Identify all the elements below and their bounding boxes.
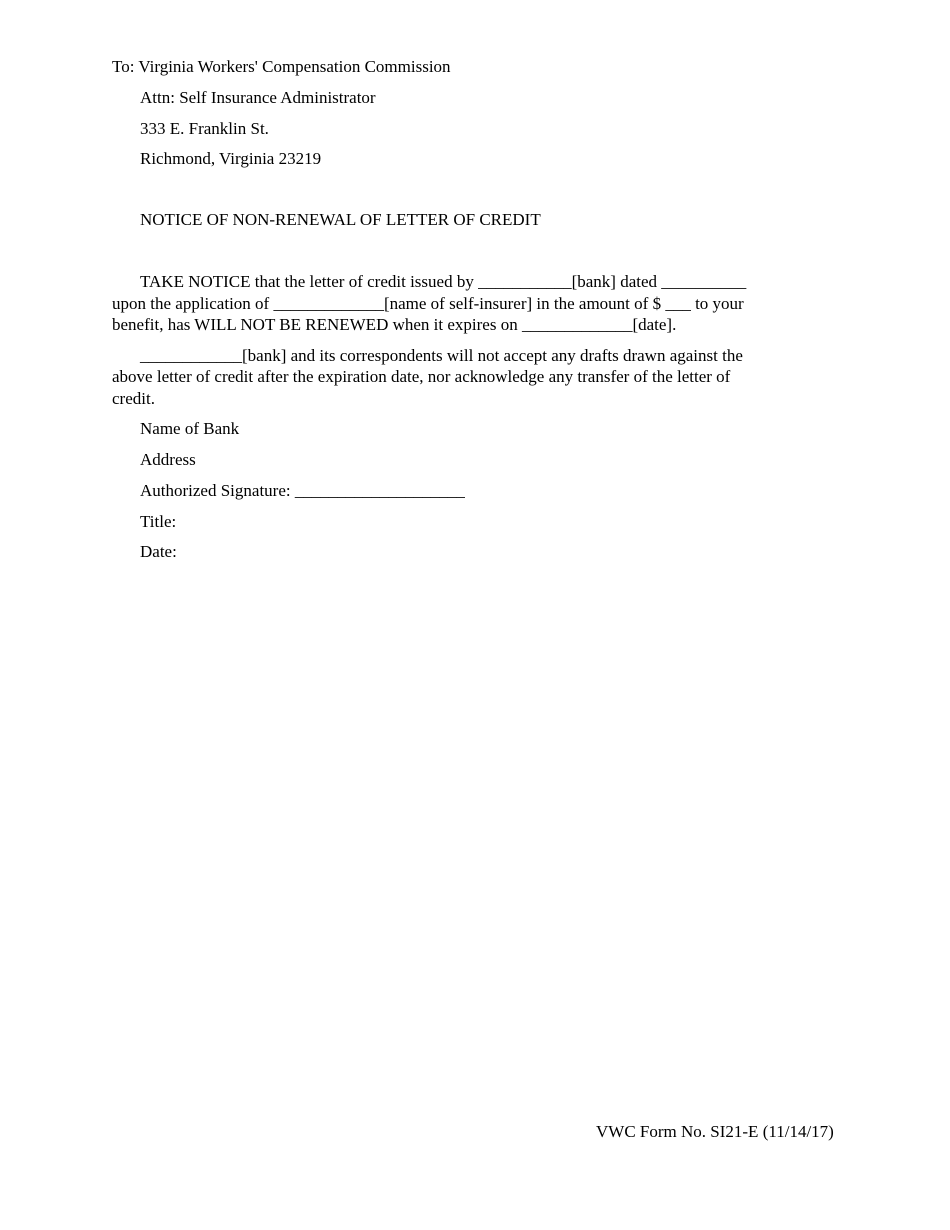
date-label: Date: — [140, 542, 177, 561]
paragraph-1-line-3: benefit, has WILL NOT BE RENEWED when it expires on _____________[date]. — [112, 315, 677, 334]
paragraph-1-line-2: upon the application of _____________[name of self-insurer] in the amount of $ ___ to your — [112, 294, 744, 313]
address-attn: Attn: Self Insurance Administrator — [140, 88, 376, 107]
bank-address-label: Address — [140, 450, 196, 469]
notice-heading: NOTICE OF NON-RENEWAL OF LETTER OF CREDIT — [140, 210, 541, 229]
form-number: VWC Form No. SI21-E (11/14/17) — [596, 1122, 834, 1141]
authorized-signature-label: Authorized Signature: ____________________ — [140, 481, 465, 500]
paragraph-2-line-1: ____________[bank] and its correspondents will not accept any drafts drawn against the — [140, 346, 743, 365]
paragraph-2-line-2: above letter of credit after the expiration date, nor acknowledge any transfer of the letter of — [112, 367, 731, 386]
address-city: Richmond, Virginia 23219 — [140, 149, 322, 168]
address-street: 333 E. Franklin St. — [140, 119, 269, 138]
bank-name-label: Name of Bank — [140, 419, 240, 438]
paragraph-1-line-1: TAKE NOTICE that the letter of credit issued by ___________[bank] dated __________ — [140, 272, 747, 291]
title-label: Title: — [140, 512, 177, 531]
paragraph-2-line-3: credit. — [112, 389, 155, 408]
address-to: To: Virginia Workers' Compensation Commission — [112, 57, 451, 76]
